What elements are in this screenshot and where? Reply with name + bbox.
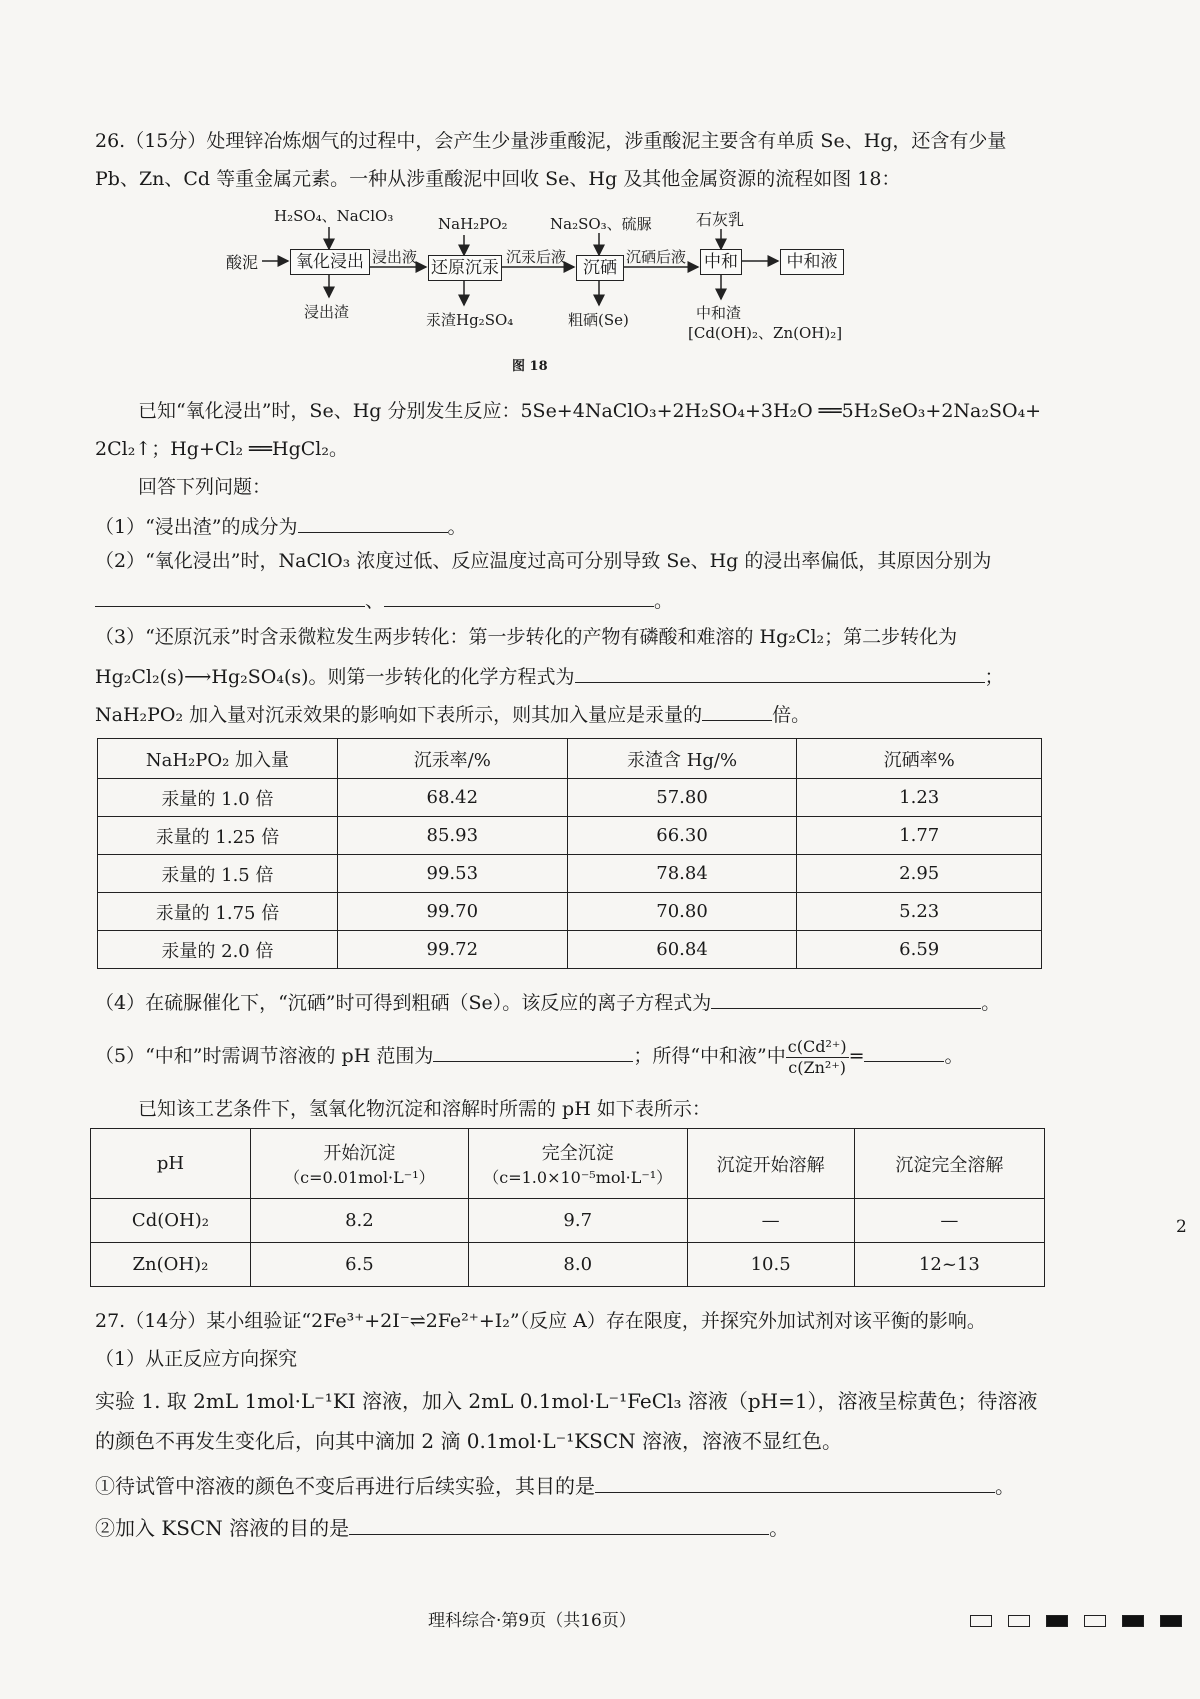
table-cell: 5.23 <box>797 893 1042 931</box>
nah2po2-effect-table <box>97 738 1042 969</box>
mark-filled <box>1046 1615 1068 1627</box>
answer-blank-27-1[interactable] <box>595 1472 995 1493</box>
flow-box-neutralize: 中和 <box>700 249 742 275</box>
table-cell: 8.0 <box>468 1243 687 1287</box>
answer-blank-2a[interactable] <box>95 586 365 607</box>
table-cell: 68.42 <box>337 779 567 817</box>
table-cell: 9.7 <box>468 1199 687 1243</box>
flow-box-oxidative-leach: 氧化浸出 <box>290 249 370 275</box>
mark-filled <box>1122 1615 1144 1627</box>
table-cell: — <box>854 1199 1044 1243</box>
table-header-cell: 沉汞率/% <box>337 739 567 779</box>
known-reaction-line1: 已知“氧化浸出”时，Se、Hg 分别发生反应：5Se+4NaClO₃+2H₂SO₄+3H₂O ══5H₂SeO₃+2Na₂SO₄+ <box>138 400 1042 422</box>
table-cell: 12~13 <box>854 1243 1044 1287</box>
q27-question1: ①待试管中溶液的颜色不变后再进行后续实验，其目的是 。 <box>95 1474 1015 1498</box>
flow-residue-2: 汞渣Hg₂SO₄ <box>426 311 514 329</box>
table-cell: 汞量的 1.25 倍 <box>98 817 338 855</box>
table-header-cell: 开始沉淀 （c=0.01mol·L⁻¹） <box>250 1129 468 1199</box>
q26-header: 26.（15分）处理锌冶炼烟气的过程中，会产生少量涉重酸泥，涉重酸泥主要含有单质 Se、Hg，还含有少量 <box>95 130 1007 152</box>
table-cell: 汞量的 2.0 倍 <box>98 931 338 969</box>
table-row <box>91 1243 1045 1287</box>
table-cell: 99.70 <box>337 893 567 931</box>
flow-residue-3: 粗硒(Se) <box>568 311 629 329</box>
table-header-cell: 沉淀完全溶解 <box>854 1129 1044 1199</box>
table-cell: 汞量的 1.75 倍 <box>98 893 338 931</box>
table-row <box>91 1199 1045 1243</box>
table-cell: 85.93 <box>337 817 567 855</box>
table-cell: 99.53 <box>337 855 567 893</box>
table-cell: 78.84 <box>567 855 797 893</box>
table-row <box>98 893 1042 931</box>
flow-reagent-2: NaH₂PO₂ <box>438 215 508 233</box>
table-cell: 57.80 <box>567 779 797 817</box>
table-header-cell: NaH₂PO₂ 加入量 <box>98 739 338 779</box>
flow-reagent-3: Na₂SO₃、硫脲 <box>550 215 652 233</box>
known-ph-intro: 已知该工艺条件下，氢氧化物沉淀和溶解时所需的 pH 如下表所示： <box>138 1098 711 1120</box>
table-header-cell: 完全沉淀 （c=1.0×10⁻⁵mol·L⁻¹） <box>468 1129 687 1199</box>
margin-number: 2 <box>1176 1217 1187 1237</box>
concentration-ratio: $\frac{\text{c(Cd²⁺)}}{\text{c(Zn²⁺)}}$ <box>787 1036 847 1077</box>
table-row <box>98 855 1042 893</box>
table-cell: 1.23 <box>797 779 1042 817</box>
flow-start: 酸泥 <box>226 253 259 272</box>
table-header-cell: 沉淀开始溶解 <box>687 1129 854 1199</box>
answer-blank-27-2[interactable] <box>349 1514 769 1535</box>
q27-experiment1-line1: 实验 1. 取 2mL 1mol·L⁻¹KI 溶液，加入 2mL 0.1mol·L⁻¹FeCl₃ 溶液（pH=1），溶液呈棕黄色；待溶液 <box>95 1389 1038 1413</box>
table-cell: 2.95 <box>797 855 1042 893</box>
q26-part5: （5）“中和”时需调节溶液的 pH 范围为 ；所得“中和液”中 $\frac{\text{c(Cd²⁺)}}{\text{c(Zn²⁺)}}$ = 。 <box>95 1036 964 1077</box>
table-cell: 99.72 <box>337 931 567 969</box>
table-cell: 1.77 <box>797 817 1042 855</box>
mark-empty <box>1008 1615 1030 1627</box>
q26-part2: （2）“氧化浸出”时，NaClO₃ 浓度过低、反应温度过高可分别导致 Se、Hg 的浸出率偏低，其原因分别为 <box>95 550 992 572</box>
flowchart <box>226 205 950 390</box>
answer-blank-5b[interactable] <box>864 1041 944 1062</box>
known-reaction-line2: 2Cl₂↑；Hg+Cl₂ ══HgCl₂。 <box>95 438 349 460</box>
q26-intro: Pb、Zn、Cd 等重金属元素。一种从涉重酸泥中回收 Se、Hg 及其他金属资源的流程如图 18： <box>95 168 901 190</box>
answer-blank-3a[interactable] <box>575 662 985 683</box>
q27-question2: ②加入 KSCN 溶液的目的是 。 <box>95 1516 790 1540</box>
page-footer: 理科综合·第9页（共16页） <box>428 1611 636 1631</box>
answer-blank-1[interactable] <box>298 512 448 533</box>
registration-marks <box>970 1612 1198 1631</box>
flow-out-1: 浸出液 <box>372 248 418 266</box>
table-cell: 10.5 <box>687 1243 854 1287</box>
mark-empty <box>970 1615 992 1627</box>
figure-caption: 图 18 <box>512 359 548 374</box>
table-header-cell: 沉硒率% <box>797 739 1042 779</box>
table-cell: 6.5 <box>250 1243 468 1287</box>
table-cell: 70.80 <box>567 893 797 931</box>
flow-box-se-precip: 沉硒 <box>576 255 624 281</box>
table-header-row <box>98 739 1042 779</box>
answer-prompt: 回答下列问题： <box>138 476 272 498</box>
flow-out-3: 沉硒后液 <box>626 248 687 266</box>
q27-experiment1-line2: 的颜色不再发生变化后，向其中滴加 2 滴 0.1mol·L⁻¹KSCN 溶液，溶液不显红色。 <box>95 1429 843 1453</box>
table-cell: 汞量的 1.0 倍 <box>98 779 338 817</box>
hydroxide-ph-table <box>90 1128 1045 1287</box>
table-header-cell: 汞渣含 Hg/% <box>567 739 797 779</box>
flow-reagent-1: H₂SO₄、NaClO₃ <box>274 207 394 225</box>
flow-reagent-4: 石灰乳 <box>696 210 745 229</box>
table-cell: Cd(OH)₂ <box>91 1199 251 1243</box>
table-cell: — <box>687 1199 854 1243</box>
flow-box-reduce-hg: 还原沉汞 <box>428 255 502 281</box>
answer-blank-4[interactable] <box>711 988 981 1009</box>
q26-part3-line2: Hg₂Cl₂(s)⟶Hg₂SO₄(s)。则第一步转化的化学方程式为 ； <box>95 662 1004 690</box>
answer-blank-5a[interactable] <box>433 1041 633 1062</box>
table-cell: 60.84 <box>567 931 797 969</box>
q26-part3-line3: NaH₂PO₂ 加入量对沉汞效果的影响如下表所示，则其加入量应是汞量的 倍。 <box>95 700 810 728</box>
q27-part1: （1）从正反应方向探究 <box>95 1348 298 1370</box>
table-cell: 66.30 <box>567 817 797 855</box>
table-row <box>98 931 1042 969</box>
flow-box-neutral-liquid: 中和液 <box>780 249 844 275</box>
table-header-cell: pH <box>91 1129 251 1199</box>
mark-filled <box>1160 1615 1182 1627</box>
mark-empty <box>1084 1615 1106 1627</box>
q26-part1: （1）“浸出渣”的成分为 。 <box>95 512 467 540</box>
q27-header: 27.（14分）某小组验证“2Fe³⁺+2I⁻⇌2Fe²⁺+I₂”（反应 A）存在限度，并探究外加试剂对该平衡的影响。 <box>95 1310 986 1332</box>
flow-residue-4: 中和渣 <box>696 304 742 322</box>
flow-out-2: 沉汞后液 <box>506 248 567 266</box>
table-cell: 6.59 <box>797 931 1042 969</box>
q26-part3-line1: （3）“还原沉汞”时含汞微粒发生两步转化：第一步转化的产物有磷酸和难溶的 Hg₂Cl₂；第二步转化为 <box>95 626 958 648</box>
table-cell: 汞量的 1.5 倍 <box>98 855 338 893</box>
table-cell: 8.2 <box>250 1199 468 1243</box>
table-cell: Zn(OH)₂ <box>91 1243 251 1287</box>
q26-part2-answers: 、 。 <box>95 586 673 614</box>
flow-residue-1: 浸出渣 <box>304 303 350 321</box>
table-row <box>98 779 1042 817</box>
answer-blank-3b[interactable] <box>702 700 772 721</box>
table-row <box>98 817 1042 855</box>
answer-blank-2b[interactable] <box>384 586 654 607</box>
flow-residue-4-detail: [Cd(OH)₂、Zn(OH)₂] <box>688 324 843 342</box>
table-header-row <box>91 1129 1045 1199</box>
q26-part4: （4）在硫脲催化下，“沉硒”时可得到粗硒（Se）。该反应的离子方程式为 。 <box>95 988 1000 1016</box>
